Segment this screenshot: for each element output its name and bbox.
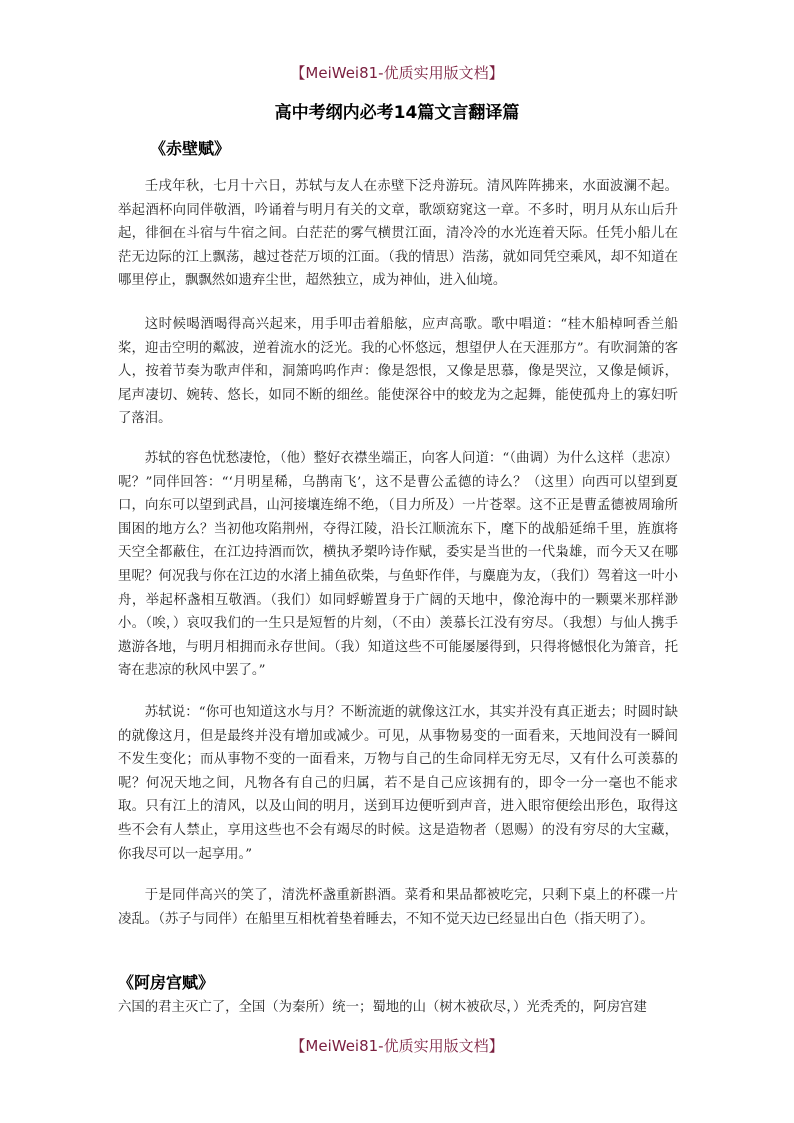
- paragraph: 于是同伴高兴的笑了，清洗杯盏重新斟酒。菜肴和果品都被吃完，只剩下桌上的杯碟一片凌乱。（苏子与同伴）在船里互相枕着垫着睡去，不知不觉天边已经显出白色（指天明了）。: [118, 888, 678, 927]
- paragraph: 壬戌年秋，七月十六日，苏轼与友人在赤壁下泛舟游玩。清风阵阵拂来，水面波澜不起。举起酒杯向同伴敬酒，吟诵着与明月有关的文章，歌颂窈窕这一章。不多时，明月从东山后升起，徘徊在斗宿与牛宿之间。白茫茫的雾气横贯江面，清冷冷的水光连着天际。任凭小船儿在茫无边际的江上飘荡，越过苍茫万顷的江面。（我的情思）浩荡，就如同凭空乘风，却不知道在哪里停止，飘飘然如遗弃尘世，超然独立，成为神仙，进入仙境。: [118, 179, 678, 289]
- document-title: 高中考纲内必考14篇文言翻译篇: [274, 103, 520, 123]
- footer-banner: 【MeiWei81-优质实用版文档】: [290, 1037, 504, 1055]
- section-heading-chibi-fu: 《赤壁赋》: [150, 139, 231, 158]
- section-heading-afang-gong-fu: 《阿房宫赋》: [118, 973, 215, 992]
- paragraph: 六国的君主灭亡了，全国（为秦所）统一；蜀地的山（树木被砍尽，）光秃秃的，阿房宫建: [118, 1000, 647, 1015]
- paragraph: 苏轼的容色忧愁凄怆，（他）整好衣襟坐端正，向客人问道：“（曲调）为什么这样（悲凉）呢？”同伴回答：“‘月明星稀，乌鹊南飞’，这不是曹公孟德的诗么？（这里）向西可以望到夏口，向东可以望到武昌，山河接壤连绵不绝，（目力所及）一片苍翠。这不正是曹孟德被周瑜所围困的地方么？当初他攻陷荆州，夺得江陵，沿长江顺流东下，麾下的战船延绵千里，旌旗将天空全都蔽住，在江边持酒而饮，横执矛槊吟诗作赋，委实是当世的一代枭雄，而今天又在哪里呢？何况我与你在江边的水渚上捕鱼砍柴，与鱼虾作伴，与麋鹿为友，（我们）驾着这一叶小舟，举起杯盏相互敬酒。（我们）如同蜉蝣置身于广阔的天地中，像沧海中的一颗粟米那样渺小。（唉，）哀叹我们的一生只是短暂的片刻，（不由）羡慕长江没有穷尽。（我想）与仙人携手遨游各地，与明月相拥而永存世间。（我）知道这些不可能屡屡得到，只得将憾恨化为箫音，托寄在悲凉的秋风中罢了。”: [118, 451, 678, 679]
- paragraph: 苏轼说：“你可也知道这水与月？不断流逝的就像这江水，其实并没有真正逝去；时圆时缺的就像这月，但是最终并没有增加或减少。可见，从事物易变的一面看来，天地间没有一瞬间不发生变化；而从事物不变的一面看来，万物与自己的生命同样无穷无尽，又有什么可羡慕的呢？何况天地之间，凡物各有自己的归属，若不是自己应该拥有的，即令一分一毫也不能求取。只有江上的清风，以及山间的明月，送到耳边便听到声音，进入眼帘便绘出形色，取得这些不会有人禁止，享用这些也不会有竭尽的时候。这是造物者（恩赐）的没有穷尽的大宝藏，你我尽可以一起享用。”: [118, 705, 678, 862]
- paragraph: 这时候喝酒喝得高兴起来，用手叩击着船舷，应声高歌。歌中唱道：“桂木船棹呵香兰船桨，迎击空明的粼波，逆着流水的泛光。我的心怀悠远，想望伊人在天涯那方”。有吹洞箫的客人，按着节奏为歌声伴和，洞箫呜呜作声：像是怨恨，又像是思慕，像是哭泣，又像是倾诉，尾声凄切、婉转、悠长，如同不断的细丝。能使深谷中的蛟龙为之起舞，能使孤舟上的寡妇听了落泪。: [118, 317, 678, 427]
- header-banner: 【MeiWei81-优质实用版文档】: [290, 64, 504, 82]
